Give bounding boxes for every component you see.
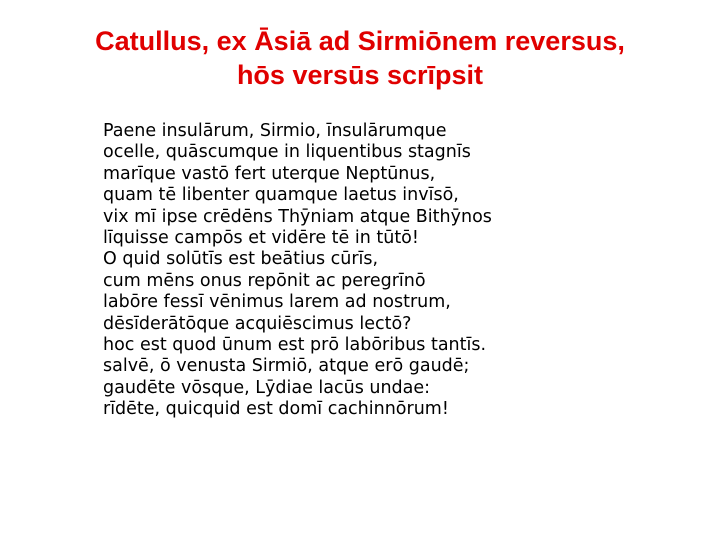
poem-line: salvē, ō venusta Sirmiō, atque erō gaudē; [103,356,470,377]
poem-line: vix mī ipse crēdēns Thȳniam atque Bithȳnos [103,206,492,227]
poem-line: Paene insulārum, Sirmio, īnsulārumque [103,121,447,141]
poem-line: O quid solūtīs est beātius cūrīs, [103,249,379,270]
title-line-1: Catullus, ex Āsiā ad Sirmiōnem reversus, [95,26,625,56]
page-title [40,24,680,92]
poem-line: rīdēte, quicquid est domī cachinnōrum! [103,399,449,420]
title-line-2: hōs versūs scrīpsit [236,60,484,90]
poem-line: labōre fessī vēnimus larem ad nostrum, [103,292,451,313]
poem-line: līquisse campōs et vidēre tē in tūtō! [103,228,419,249]
poem-line: ocelle, quāscumque in liquentibus stagnīs [103,142,471,163]
poem-text [103,121,663,421]
poem-line: quam tē libenter quamque laetus invīsō, [103,185,459,206]
poem-line: gaudēte vōsque, Lȳdiae lacūs undae: [103,377,431,398]
poem-line: hoc est quod ūnum est prō labōribus tantīs. [103,335,487,356]
poem-line: marīque vastō fert uterque Neptūnus, [103,163,436,184]
poem-line: dēsīderātōque acquiēscimus lectō? [103,313,412,334]
poem-line: cum mēns onus repōnit ac peregrīnō [103,270,426,291]
